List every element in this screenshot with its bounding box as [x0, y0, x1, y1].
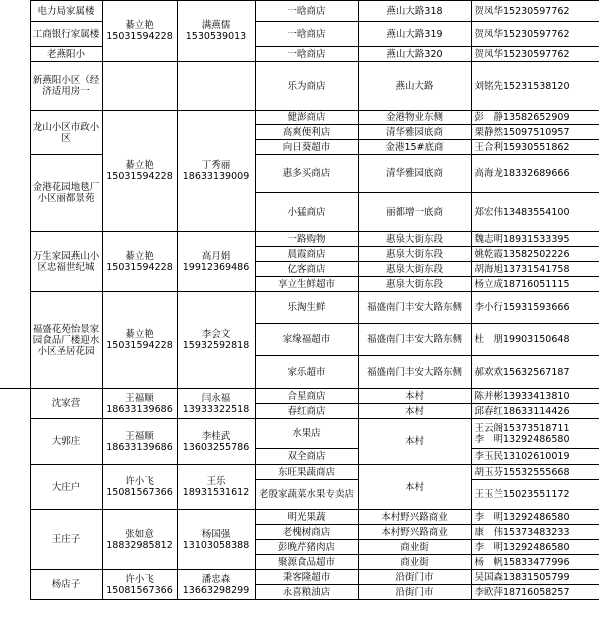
- phone-cell: 魏志明18931533395: [471, 232, 599, 247]
- supervisor-cell: 张如意 18832985812: [102, 510, 177, 570]
- shop-cell: 健澎商店: [255, 111, 358, 125]
- phone-cell: 李玉民13102610019: [471, 449, 599, 465]
- phone-cell: 栗静然15097510957: [471, 125, 599, 140]
- community-cell: 王庄子: [30, 510, 102, 570]
- shop-cell: 明光果蔬: [255, 510, 358, 525]
- phone-cell: 彭 静13582652909: [471, 111, 599, 125]
- community-cell: 福盛花苑怡景家园食品厂楼迎水小区圣居花园: [30, 292, 102, 389]
- address-cell: 惠泉大街东段: [358, 262, 471, 277]
- supervisor-cell: [102, 62, 177, 111]
- community-cell: 新燕阳小区（经济适用房一: [30, 62, 102, 111]
- staff-cell: 王乐 18931531612: [177, 465, 255, 510]
- phone-cell: 李 明13292486580: [471, 510, 599, 525]
- supervisor-cell: 许小飞 15081567366: [102, 570, 177, 600]
- staff-cell: 满燕儒 1530539013: [177, 1, 255, 62]
- address-cell: 惠泉大街东段: [358, 277, 471, 292]
- shop-cell: 晨霞商店: [255, 247, 358, 262]
- address-cell: 金港15#底商: [358, 140, 471, 155]
- shop-cell: 小猛商店: [255, 193, 358, 232]
- address-cell: 沿街门市: [358, 570, 471, 585]
- table-row: [0, 232, 599, 247]
- staff-cell: 李会文 15932592818: [177, 292, 255, 389]
- staff-cell: 丁秀丽 18633139009: [177, 111, 255, 232]
- address-cell: 本村野兴路商业: [358, 525, 471, 540]
- phone-cell: 刘铭先15231538120: [471, 62, 599, 111]
- supervisor-cell: 綦立艳 15031594228: [102, 232, 177, 292]
- shop-cell: 家乐超市: [255, 356, 358, 389]
- supervisor-cell: 綦立艳 15031594228: [102, 111, 177, 232]
- phone-cell: 杨立成18716051115: [471, 277, 599, 292]
- community-cell: 沈家营: [30, 389, 102, 419]
- phone-cell: 王云阁15373518711 李 明13292486580: [471, 419, 599, 449]
- phone-cell: 李 明13292486580: [471, 540, 599, 555]
- table-row: [0, 1, 599, 22]
- community-cell: 龙山小区市政小区: [30, 111, 102, 155]
- phone-cell: 贺凤华15230597762: [471, 22, 599, 47]
- address-cell: 燕山大路319: [358, 22, 471, 47]
- address-cell: 丽都增一底商: [358, 193, 471, 232]
- address-cell: 福盛南门丰安大路东侧: [358, 356, 471, 389]
- table-row: [0, 292, 599, 324]
- shop-cell: 双全商店: [255, 449, 358, 465]
- shop-cell: 家缘福超市: [255, 324, 358, 356]
- table-row: [0, 465, 599, 480]
- community-cell: 金港花园地毯厂小区丽都景苑: [30, 155, 102, 232]
- phone-cell: 陈并彬13933413810: [471, 389, 599, 404]
- phone-cell: 郑宏伟13483554100: [471, 193, 599, 232]
- phone-cell: 王玉兰15023551172: [471, 480, 599, 510]
- table-row: [0, 155, 599, 193]
- table-row: [0, 111, 599, 125]
- address-cell: 清华雅园底商: [358, 155, 471, 193]
- shop-cell: 乐为商店: [255, 62, 358, 111]
- address-cell: 本村: [358, 465, 471, 510]
- supervisor-cell: 许小飞 15081567366: [102, 465, 177, 510]
- community-cell: 杨店子: [30, 570, 102, 600]
- phone-cell: 姚乾霞13582502226: [471, 247, 599, 262]
- shop-cell: 一晗商店: [255, 47, 358, 62]
- address-cell: 福盛南门丰安大路东侧: [358, 292, 471, 324]
- community-cell: 工商银行家属楼: [30, 22, 102, 47]
- address-cell: 燕山大路320: [358, 47, 471, 62]
- phone-cell: 李欧萍18716058257: [471, 585, 599, 600]
- address-cell: 商业街: [358, 555, 471, 570]
- table-row: [0, 570, 599, 585]
- phone-cell: 胡海旭13731541758: [471, 262, 599, 277]
- address-cell: 福盛南门丰安大路东侧: [358, 324, 471, 356]
- address-cell: 本村野兴路商业: [358, 510, 471, 525]
- phone-cell: 吴国森13831505799: [471, 570, 599, 585]
- table-row: [0, 62, 599, 111]
- shop-cell: 水果店: [255, 419, 358, 449]
- shop-cell: 高爽便利店: [255, 125, 358, 140]
- shop-cell: 合星商店: [255, 389, 358, 404]
- address-cell: 金港物业东侧: [358, 111, 471, 125]
- address-cell: 燕山大路: [358, 62, 471, 111]
- staff-cell: 闫永福 13933322518: [177, 389, 255, 419]
- shop-cell: 彭晚芹猪肉店: [255, 540, 358, 555]
- community-cell: 老燕阳小: [30, 47, 102, 62]
- address-cell: 商业街: [358, 540, 471, 555]
- table-row: [0, 389, 599, 404]
- shop-cell: 秉客隆超市: [255, 570, 358, 585]
- shop-cell: 一晗商店: [255, 22, 358, 47]
- section-cell: [0, 1, 30, 389]
- address-cell: 本村: [358, 419, 471, 465]
- table-row: [0, 22, 599, 47]
- staff-cell: 高月娟 19912369486: [177, 232, 255, 292]
- shop-cell: 永喜粮油店: [255, 585, 358, 600]
- table-row: [0, 419, 599, 449]
- phone-cell: 杜 朋19903150648: [471, 324, 599, 356]
- phone-cell: 高海龙18332689666: [471, 155, 599, 193]
- supervisor-cell: 王福顺 18633139686: [102, 389, 177, 419]
- phone-cell: 胡玉芬15532555668: [471, 465, 599, 480]
- shop-cell: 亿客商店: [255, 262, 358, 277]
- section-cell: [0, 389, 30, 600]
- shop-cell: 老殷家蔬菜水果专卖店: [255, 480, 358, 510]
- supervisor-cell: 綦立艳 15031594228: [102, 1, 177, 62]
- shop-cell: 聚源食品超市: [255, 555, 358, 570]
- shop-cell: 向日葵超市: [255, 140, 358, 155]
- staff-cell: 潘忠森 13663298299: [177, 570, 255, 600]
- address-cell: 惠泉大街东段: [358, 247, 471, 262]
- community-cell: 大庄户: [30, 465, 102, 510]
- address-cell: 清华雅园底商: [358, 125, 471, 140]
- community-cell: 大郭庄: [30, 419, 102, 465]
- shop-cell: 享立生鲜超市: [255, 277, 358, 292]
- address-cell: 沿街门市: [358, 585, 471, 600]
- phone-cell: 李小行15931593666: [471, 292, 599, 324]
- phone-cell: 贺凤华15230597762: [471, 1, 599, 22]
- address-cell: 本村: [358, 389, 471, 404]
- supervisor-cell: 王福顺 18633139686: [102, 419, 177, 465]
- address-cell: 惠泉大街东段: [358, 232, 471, 247]
- phone-cell: 贺凤华15230597762: [471, 47, 599, 62]
- shop-cell: 春红商店: [255, 404, 358, 419]
- staff-cell: 杨国强 13103058388: [177, 510, 255, 570]
- staff-cell: 李桂武 13603255786: [177, 419, 255, 465]
- community-cell: 万生家园燕山小区忠福世纪城: [30, 232, 102, 292]
- phone-cell: 郝欢欢15632567187: [471, 356, 599, 389]
- table-row: [0, 47, 599, 62]
- table-row: [0, 510, 599, 525]
- shop-cell: 惠多买商店: [255, 155, 358, 193]
- phone-cell: 康 伟15373483233: [471, 525, 599, 540]
- shop-cell: 乐淘生鲜: [255, 292, 358, 324]
- shop-cell: 一路购物: [255, 232, 358, 247]
- shop-cell: 东旺果蔬商店: [255, 465, 358, 480]
- phone-cell: 杨 帆15833477996: [471, 555, 599, 570]
- address-cell: 燕山大路318: [358, 1, 471, 22]
- phone-cell: 邱春红18633114426: [471, 404, 599, 419]
- shop-cell: 老槐树商店: [255, 525, 358, 540]
- phone-cell: 王合利15930551862: [471, 140, 599, 155]
- address-cell: 本村: [358, 404, 471, 419]
- staff-cell: [177, 62, 255, 111]
- supervisor-cell: 綦立艳 15031594228: [102, 292, 177, 389]
- community-cell: 电力局家属楼: [30, 1, 102, 22]
- shop-cell: 一晗商店: [255, 1, 358, 22]
